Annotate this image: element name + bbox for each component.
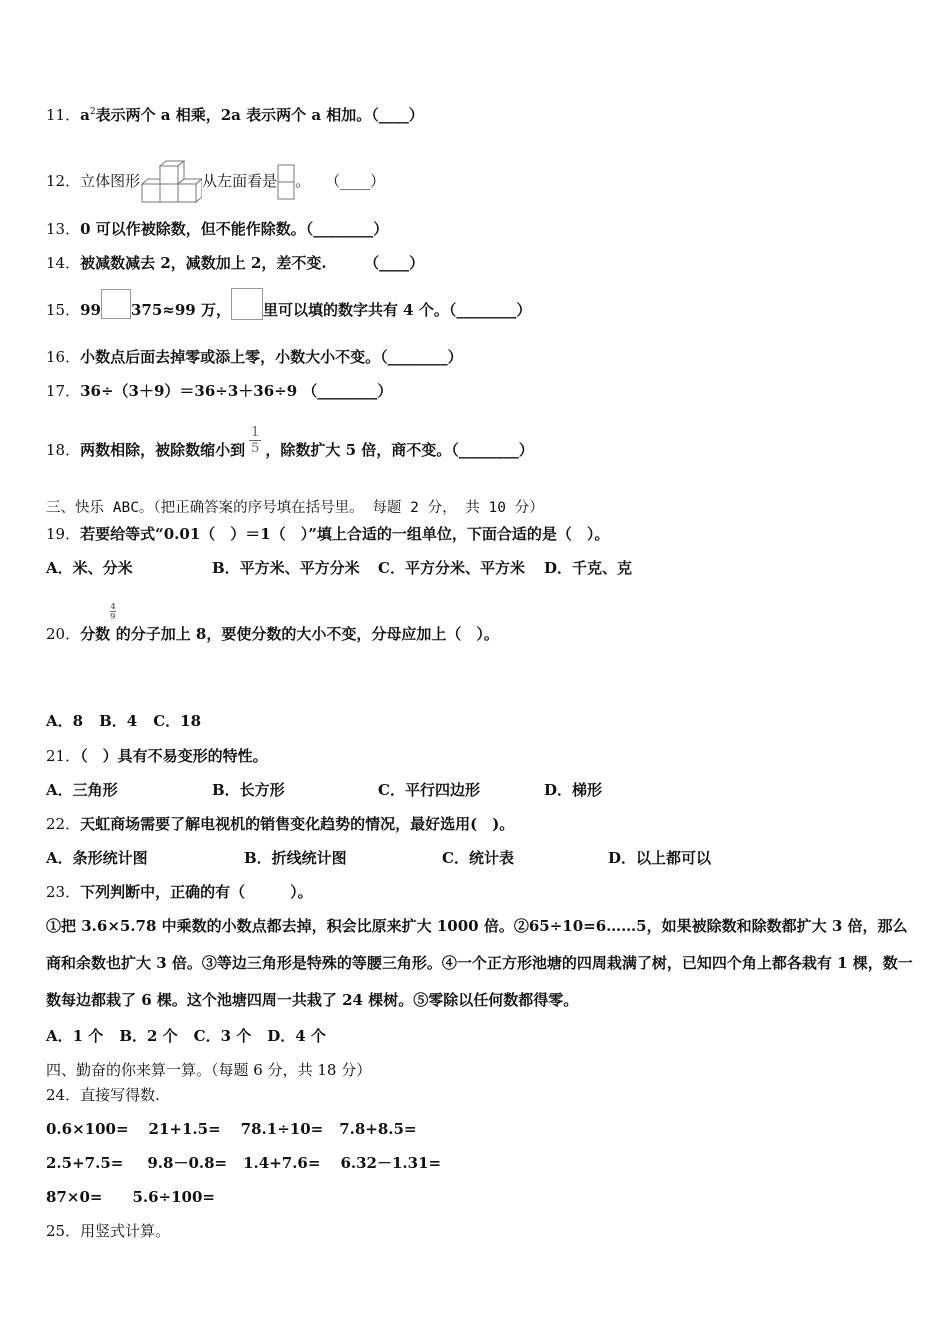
q16-text: 小数点后面去掉零或添上零，小数大小不变。（________） (80, 348, 463, 366)
q11-number: 11． (46, 106, 81, 124)
section-4-heading: 四、勤奋的你来算一算。（每题 6 分，共 18 分） (46, 1061, 372, 1079)
q15-p2: 375≈99 万， (130, 301, 231, 319)
q19-text: 若要给等式“0.01（ ）＝1（ ）”填上合适的一组单位，下面合适的是（ ）。 (80, 525, 610, 543)
q22-number: 22． (46, 815, 81, 833)
q23-statements: ①把 3.6×5.78 中乘数的小数点都去掉，积会比原来扩大 1000 倍。②65÷10=6……5，如果被除数和除数都扩大 3 倍，那么商和余数也扩大 3 倍。③等边三角形是特殊的等腰三角形。④一个正方形池塘的四周栽满了树，已知四个角上都各栽有 1 棵，数一数每边都栽了 6 棵。这个池塘四周一共栽了 24 棵树。⑤零除以任何数都得零。 (46, 917, 913, 1009)
q22-option-d[interactable]: D．以上都可以 (608, 849, 712, 867)
left-view-image (277, 164, 295, 200)
q15-p1: 99 (80, 301, 101, 319)
calc-item: 1.4+7.6= (243, 1154, 321, 1172)
q18-number: 18． (46, 441, 81, 459)
q21-option-b[interactable]: B．长方形 (212, 781, 285, 799)
q18-frac-num: 1 (251, 424, 260, 440)
section-3-heading: 三、快乐 ABC。（把正确答案的序号填在括号里。 每题 2 分， 共 10 分） (46, 500, 544, 516)
question-13 (46, 219, 388, 239)
question-21 (46, 746, 268, 766)
q20-pre: 分数 (80, 625, 111, 643)
calc-item: 21+1.5= (148, 1120, 221, 1138)
fraction-four-ninths (110, 602, 116, 621)
question-17 (46, 381, 392, 401)
q24-row-3 (46, 1187, 215, 1207)
q20-post: 的分子加上 8，要使分数的大小不变，分母应加上（ ）。 (115, 625, 499, 643)
q12-number: 12． (46, 172, 81, 190)
q24-row-2 (46, 1153, 441, 1173)
q21-number: 21． (46, 747, 81, 765)
q22-option-c[interactable]: C．统计表 (442, 849, 514, 867)
q14-number: 14． (46, 254, 81, 272)
q15-number: 15． (46, 301, 81, 319)
question-15 (46, 300, 531, 320)
question-20 (46, 601, 499, 644)
q23-text: 下列判断中，正确的有（ ）。 (80, 883, 313, 901)
q23-options (46, 1026, 326, 1046)
q24-text: 直接写得数. (80, 1086, 160, 1104)
q20-options (46, 711, 201, 731)
calc-item: 9.8－0.8= (147, 1154, 228, 1172)
q22-options (46, 848, 711, 868)
q12-pre: 立体图形 (80, 172, 141, 190)
q23-number: 23． (46, 883, 81, 901)
q20-frac-num: 4 (110, 601, 116, 611)
q18-post: ，除数扩大 5 倍，商不变。（________） (265, 441, 534, 459)
calc-item: 78.1÷10= (240, 1120, 324, 1138)
calc-item: 7.8+8.5= (339, 1120, 417, 1138)
question-14 (46, 253, 424, 273)
q16-number: 16． (46, 348, 81, 366)
q22-option-a[interactable]: A．条形统计图 (46, 849, 148, 867)
q23-option-b[interactable]: B．2 个 (119, 1027, 178, 1045)
question-23 (46, 882, 313, 902)
q21-option-a[interactable]: A．三角形 (46, 781, 118, 799)
calc-item: 87×0= (46, 1188, 103, 1206)
q11-a-base: a (80, 106, 90, 124)
q23-option-a[interactable]: A．1 个 (46, 1027, 104, 1045)
q23-option-c[interactable]: C．3 个 (193, 1027, 252, 1045)
q20-option-a[interactable]: A．8 (46, 712, 84, 730)
q19-options (46, 558, 632, 578)
blank-box-2 (231, 288, 263, 320)
q22-text: 天虹商场需要了解电视机的销售变化趋势的情况，最好选用( )。 (80, 815, 515, 833)
question-12 (46, 160, 385, 204)
calc-item: 2.5+7.5= (46, 1154, 124, 1172)
q21-option-c[interactable]: C．平行四边形 (378, 781, 480, 799)
q20-option-c[interactable]: C．18 (153, 712, 202, 730)
question-18 (46, 424, 534, 460)
q23-option-d[interactable]: D．4 个 (267, 1027, 326, 1045)
question-11 (46, 102, 424, 125)
q19-number: 19． (46, 525, 81, 543)
q21-text: （ ）具有不易变形的特性。 (80, 747, 268, 765)
question-19 (46, 524, 609, 544)
question-16 (46, 347, 463, 367)
q19-option-d[interactable]: D．千克、克 (544, 559, 633, 577)
q14-text: 被减数减去 2，减数加上 2，差不变. （____） (80, 254, 425, 272)
q15-p3: 里可以填的数字共有 4 个。（________） (262, 301, 532, 319)
question-22 (46, 814, 514, 834)
q17-number: 17． (46, 382, 81, 400)
fraction-one-fifth (249, 425, 261, 456)
q13-number: 13． (46, 220, 81, 238)
calc-item: 5.6÷100= (132, 1188, 215, 1206)
question-24 (46, 1085, 160, 1105)
q19-option-c[interactable]: C．平方分米、平方米 (378, 559, 525, 577)
solid-figure-image (140, 160, 202, 204)
q11-exponent: 2 (89, 107, 96, 117)
q17-text: 36÷（3＋9）＝36÷3＋36÷9 （________） (80, 382, 393, 400)
q13-text: 0 可以作被除数，但不能作除数。（________） (80, 220, 389, 238)
calc-item: 0.6×100= (46, 1120, 129, 1138)
q18-pre: 两数相除，被除数缩小到 (80, 441, 246, 459)
q11-text: 表示两个 a 相乘，2a 表示两个 a 相加。（____） (95, 106, 424, 124)
q19-option-b[interactable]: B．平方米、平方分米 (212, 559, 360, 577)
q12-mid: 从左面看是 (202, 172, 278, 190)
calc-item: 6.32－1.31= (340, 1154, 442, 1172)
blank-box-1 (101, 289, 131, 319)
question-25 (46, 1221, 170, 1241)
q24-number: 24． (46, 1086, 81, 1104)
q22-option-b[interactable]: B．折线统计图 (244, 849, 347, 867)
q24-row-1 (46, 1119, 417, 1139)
q25-text: 用竖式计算。 (80, 1222, 171, 1240)
q19-option-a[interactable]: A．米、分米 (46, 559, 133, 577)
q25-number: 25． (46, 1222, 81, 1240)
q20-option-b[interactable]: B．4 (99, 712, 138, 730)
q20-frac-den: 9 (110, 611, 116, 621)
q21-option-d[interactable]: D．梯形 (544, 781, 603, 799)
q12-post: 。 （____） (295, 172, 386, 190)
q20-number: 20． (46, 625, 81, 643)
q21-options (46, 780, 602, 800)
q18-frac-den: 5 (251, 440, 260, 456)
